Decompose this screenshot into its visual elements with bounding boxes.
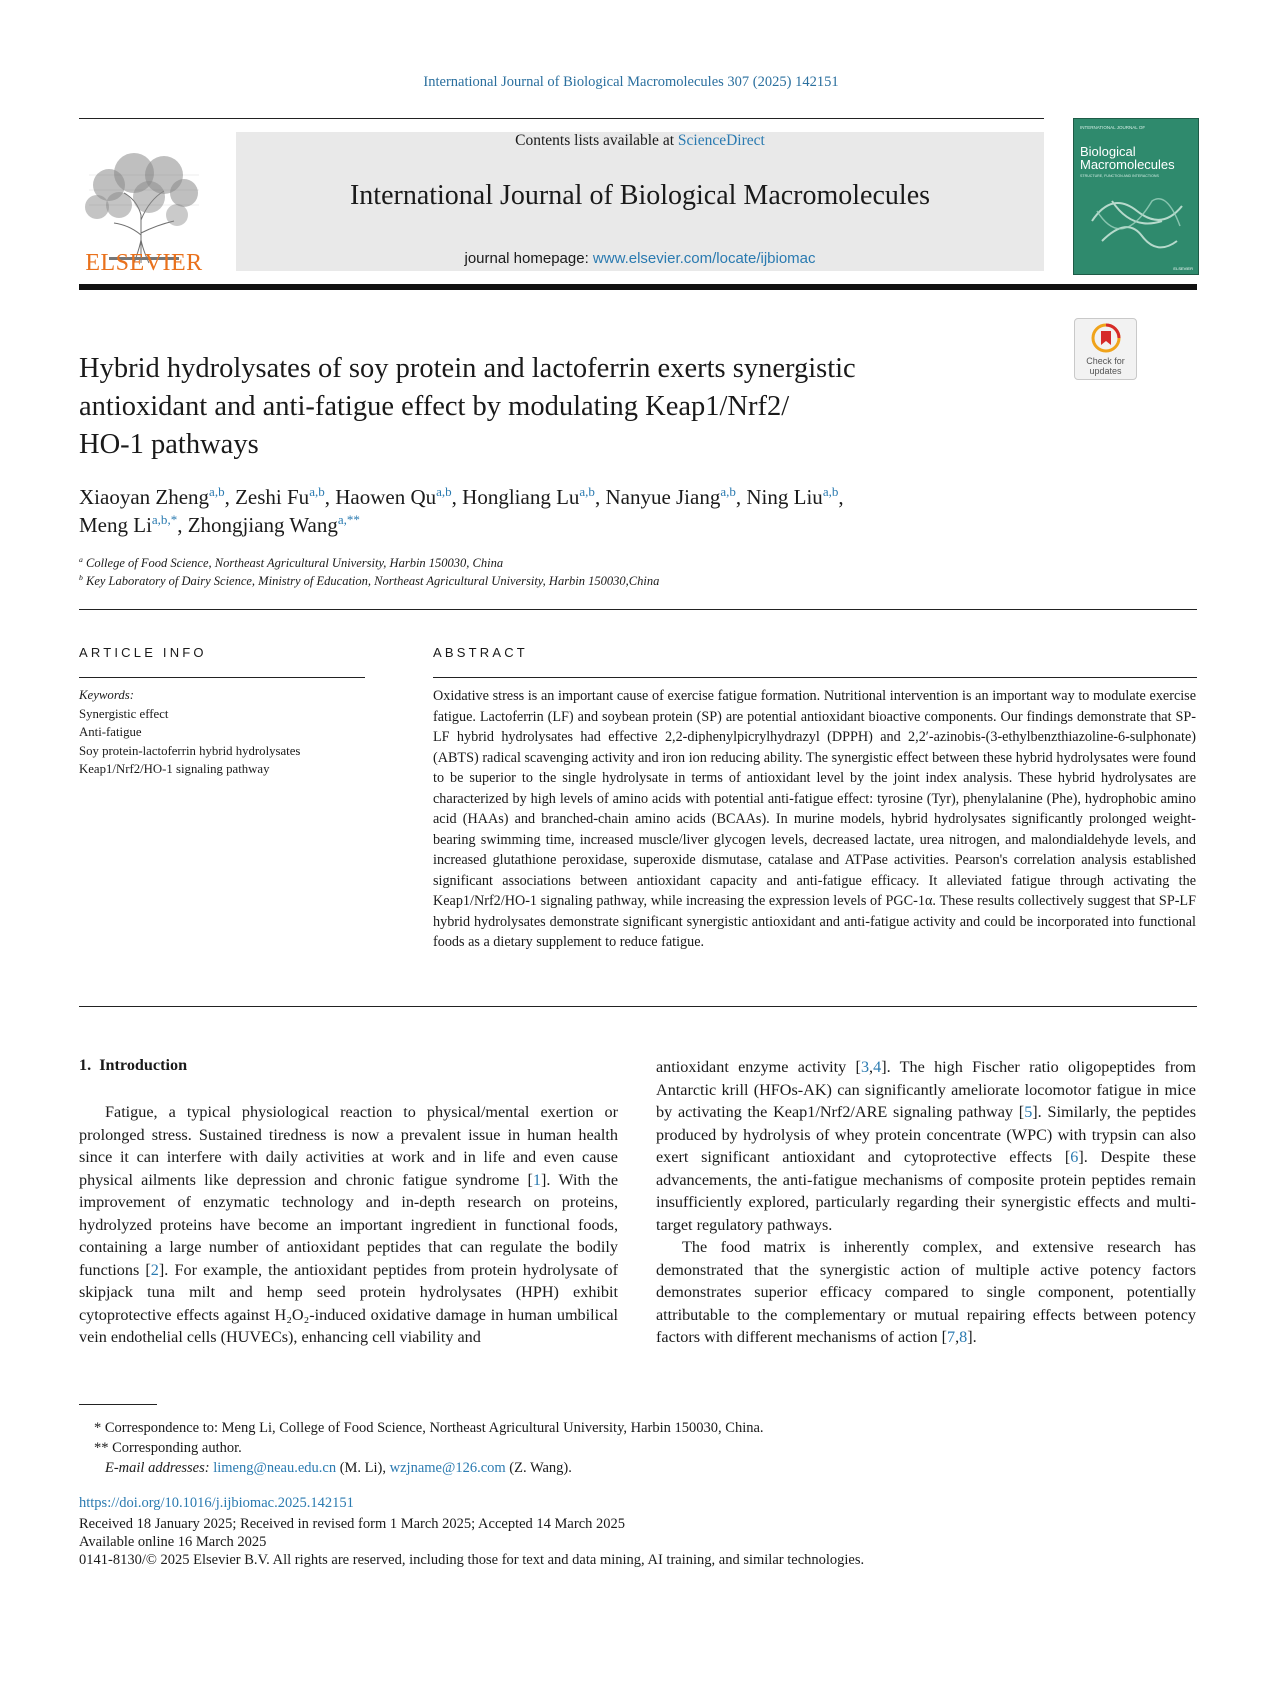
citation-link[interactable]: 1 <box>532 1170 541 1189</box>
citation-link[interactable]: 4 <box>873 1058 882 1076</box>
journal-cover[interactable] <box>1073 118 1199 275</box>
author-separator: , <box>594 485 606 509</box>
citation-link[interactable]: 8 <box>959 1328 968 1346</box>
cover-title-line1: Biological <box>1080 144 1136 159</box>
citation-link[interactable]: 6 <box>1070 1148 1079 1166</box>
email-label: E-mail addresses: <box>105 1460 210 1476</box>
email-owner: (Z. Wang). <box>505 1460 572 1476</box>
email-line <box>94 1458 1194 1478</box>
author-name[interactable]: Meng Li <box>79 513 152 537</box>
email-link[interactable]: wzjname@126.com <box>389 1460 506 1476</box>
corresponding-author-note: ** Corresponding author. <box>94 1440 242 1456</box>
abstract-bottom-rule <box>79 1006 1197 1007</box>
journal-citation[interactable]: International Journal of Biological Macromolecules 307 (2025) 142151 <box>423 74 839 90</box>
keywords-block <box>79 686 369 779</box>
author-separator: , <box>735 485 747 509</box>
section-number: 1. <box>79 1056 92 1074</box>
text-run: Fatigue, a typical physiological reaction to physical/mental exertion or prolonged stress. Sustained tiredness is now a prevalent issue in human health since it can interfere with daily activities at work and in life and even cause physical ailments like depression and chronic fatigue syndrome [ <box>79 1103 618 1189</box>
cover-title <box>1080 145 1175 171</box>
check-for-updates-badge[interactable] <box>1074 318 1137 380</box>
check-updates-text <box>1075 356 1136 376</box>
affiliation-text: Key Laboratory of Dairy Science, Ministry of Education, Northeast Agricultural University, Harbin 150030,China <box>86 574 660 588</box>
abstract-text: Oxidative stress is an important cause of exercise fatigue formation. Nutritional intervention is an important way to modulate exercise fatigue. Lactoferrin (LF) and soybean protein (SP) are potential antioxidant bioactive components. Our findings demonstrate that SP-LF hybrid hydrolysates had effective 2,2-diphenylpicrylhydrazyl (DPPH) and 2,2′-azinobis-(3-ethylbenzthiazoline-6-sulphonate) (ABTS) radical scavenging activity and iron ion reducing ability. The synergistic effect between these hybrid hydrolysates were found to be superior to the single hydrolysate in terms of antioxidant level by the joint index analysis. These hybrid hydrolysates are characterized by high levels of amino acids with potential anti-fatigue effect: tyrosine (Tyr), phenylalanine (Phe), hydrophobic amino acid (HAAs) and branched-chain amino acids (BCAAs). In murine models, hybrid hydrolysates significantly prolonged weight-bearing swimming time, increased muscle/liver glycogen levels, decreased lactate, urea nitrogen, and malondialdehyde levels, and increased glutathione peroxidase, superoxide dismutase, catalase and ATPase activities. Pearson's correlation analysis established significant associations between antioxidant capacity and anti-fatigue efficacy. It alleviated fatigue through activating the Keap1/Nrf2/HO-1 signaling pathway, while increasing the expression levels of PGC-1α. These results collectively suggest that SP-LF hybrid hydrolysates demonstrate significant synergistic antioxidant and anti-fatigue activity and could be incorporated into functional foods as a dietary supplement to reduce fatigue. <box>433 688 1196 950</box>
keyword-item: Anti-fatigue <box>79 725 142 739</box>
author-affiliation-mark[interactable]: a,b <box>720 484 736 499</box>
keyword-item: Synergistic effect <box>79 706 169 721</box>
cover-molecule-image <box>1082 181 1190 261</box>
footnotes <box>94 1418 1194 1478</box>
citation-link[interactable]: 7 <box>946 1328 956 1346</box>
author-name[interactable]: Zeshi Fu <box>235 485 310 509</box>
citation-link[interactable]: 5 <box>1024 1103 1033 1121</box>
affiliation-mark: b <box>79 572 83 582</box>
author-affiliation-mark[interactable]: a,b <box>309 484 325 499</box>
affiliation-a <box>79 556 503 571</box>
footnote-rule <box>79 1404 157 1405</box>
abstract-rule <box>433 677 1197 678</box>
affiliation-b <box>79 574 659 589</box>
abstract-heading: ABSTRACT <box>433 645 528 660</box>
section-title: Introduction <box>99 1056 188 1074</box>
text-run: ]. <box>967 1328 977 1346</box>
check-updates-icon <box>1091 323 1121 353</box>
author-name[interactable]: Zhongjiang Wang <box>187 513 338 537</box>
author-name[interactable]: Nanyue Jiang <box>605 485 721 509</box>
citation-link[interactable]: 3 <box>860 1058 870 1076</box>
title-line: antioxidant and anti-fatigue effect by modulating Keap1/Nrf2/ <box>79 391 790 422</box>
homepage-line <box>236 250 1044 267</box>
cover-subtitle: STRUCTURE, FUNCTION AND INTERACTIONS <box>1080 174 1159 178</box>
text-run: , <box>955 1328 960 1346</box>
article-info-rule <box>79 677 365 678</box>
author-separator: , <box>451 485 463 509</box>
text-run: ]. Similarly, the peptides produced by hydrolysis of whey protein concentrate (WPC) with trypsin can also exert significant antioxidant and cytoprotective effects [ <box>656 1103 1196 1166</box>
keywords-label: Keywords: <box>79 688 134 702</box>
intro-paragraph <box>656 1236 1196 1349</box>
author-separator: , <box>838 485 844 509</box>
intro-paragraph-continued <box>656 1056 1196 1236</box>
sciencedirect-link[interactable]: ScienceDirect <box>677 132 765 149</box>
email-owner: (M. Li), <box>336 1460 390 1476</box>
author-separator: , <box>177 513 188 537</box>
author-affiliation-mark[interactable]: a,b <box>436 484 452 499</box>
author-affiliation-mark[interactable]: a,** <box>337 512 360 527</box>
section-heading-introduction <box>79 1056 187 1075</box>
doi-link[interactable]: https://doi.org/10.1016/j.ijbiomac.2025.142151 <box>79 1495 354 1511</box>
author-name[interactable]: Xiaoyan Zheng <box>79 485 210 509</box>
copyright-line: 0141-8130/© 2025 Elsevier B.V. All rights are reserved, including those for text and data mining, AI training, and similar technologies. <box>79 1552 865 1568</box>
front-matter-rule <box>79 609 1197 610</box>
available-online: Available online 16 March 2025 <box>79 1534 267 1550</box>
author-affiliation-mark[interactable]: a,b,* <box>151 512 178 527</box>
author-list <box>79 483 1139 539</box>
check-updates-line1: Check for <box>1086 356 1125 366</box>
cover-bottom-text: ELSEVIER <box>1173 266 1193 271</box>
text-run: The food matrix is inherently complex, and extensive research has demonstrated that the synergistic action of multiple active potency factors demonstrates superior efficacy compared to single component, potentially attributable to the complementary or mutual repairing effects between potency factors with different mechanisms of action [ <box>656 1238 1196 1346</box>
author-affiliation-mark[interactable]: a,b <box>822 484 839 499</box>
article-info-heading: ARTICLE INFO <box>79 645 207 660</box>
journal-name: International Journal of Biological Macromolecules <box>349 180 931 211</box>
title-line: HO-1 pathways <box>79 429 259 460</box>
homepage-link[interactable]: www.elsevier.com/locate/ijbiomac <box>592 250 816 267</box>
author-separator: , <box>224 485 236 509</box>
elsevier-wordmark: ELSEVIER <box>85 250 203 276</box>
body-column-right <box>656 1056 1196 1349</box>
author-name[interactable]: Haowen Qu <box>335 485 437 509</box>
intro-paragraph <box>79 1101 618 1349</box>
publication-info <box>79 1494 1199 1569</box>
body-column-left <box>79 1101 618 1349</box>
homepage-prefix: journal homepage: <box>464 250 593 267</box>
contents-line <box>236 132 1044 150</box>
email-link[interactable]: limeng@neau.edu.cn <box>213 1460 337 1476</box>
citation-link[interactable]: 2 <box>150 1260 159 1279</box>
author-line <box>79 511 1139 539</box>
author-separator: , <box>324 485 336 509</box>
correspondence-note: * Correspondence to: Meng Li, College of Food Science, Northeast Agricultural University, Harbin 150030, China. <box>94 1420 764 1436</box>
header-bottom-rule <box>79 284 1197 290</box>
author-affiliation-mark[interactable]: a,b <box>209 484 225 499</box>
author-affiliation-mark[interactable]: a,b <box>579 484 595 499</box>
author-name[interactable]: Hongliang Lu <box>462 485 580 509</box>
received-dates: Received 18 January 2025; Received in revised form 1 March 2025; Accepted 14 March 2025 <box>79 1516 626 1532</box>
check-updates-line2: updates <box>1089 366 1122 376</box>
text-run: ]. For example, the antioxidant peptides from protein hydrolysate of skipjack tuna milt and hemp seed protein hydrolysates (HPH) exhibit cytoprotective effects against H₂O₂-induced oxidative damage in human umbilical vein endothelial cells (HUVECs), enhancing cell viability and <box>79 1260 618 1346</box>
keyword-item: Soy protein-lactoferrin hybrid hydrolysates <box>79 743 301 758</box>
author-name[interactable]: Ning Liu <box>746 485 823 509</box>
cover-top-text: INTERNATIONAL JOURNAL OF <box>1080 125 1146 130</box>
affiliation-mark: a <box>79 554 83 564</box>
text-run: antioxidant enzyme activity [ <box>656 1058 861 1076</box>
title-line: Hybrid hydrolysates of soy protein and lactoferrin exerts synergistic <box>79 353 856 384</box>
cover-title-line2: Macromolecules <box>1080 157 1175 172</box>
affiliation-text: College of Food Science, Northeast Agricultural University, Harbin 150030, China <box>86 556 504 570</box>
text-run: ]. Despite these advancements, the anti-fatigue mechanisms of composite protein peptides remain insufficiently explored, particularly regarding their synergistic effects and multi-target regulatory pathways. <box>656 1148 1197 1234</box>
author-line <box>79 483 1139 511</box>
article-title <box>79 350 1019 464</box>
text-run: ]. With the improvement of enzymatic technology and in-depth research on proteins, hydrolyzed proteins have become an important ingredient in functional foods, containing a large number of antioxidant peptides that can regulate the bodily functions [ <box>79 1170 618 1279</box>
contents-prefix: Contents lists available at <box>515 132 678 149</box>
keyword-item: Keap1/Nrf2/HO-1 signaling pathway <box>79 762 270 776</box>
text-run: ]. The high Fischer ratio oligopeptides from Antarctic krill (HFOs-AK) can significantly ameliorate locomotor fatigue in mice by activating the Keap1/Nrf2/ARE signaling pathway [ <box>656 1058 1196 1121</box>
header-top-rule <box>79 118 1044 119</box>
text-run: , <box>869 1058 874 1076</box>
